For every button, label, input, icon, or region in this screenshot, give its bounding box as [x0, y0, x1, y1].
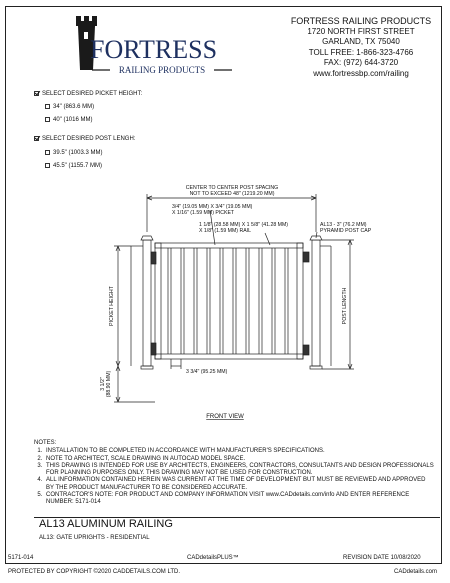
- note-item: 1. INSTALLATION TO BE COMPLETED IN ACCORDANCE WITH MANUFACTURER'S SPECIFICATIONS.: [44, 448, 434, 455]
- cadd-brand: CADdetailsPLUS™: [187, 555, 239, 561]
- drawing-subtitle: AL13: GATE UPRIGHTS - RESIDENTIAL: [39, 535, 150, 541]
- picket-option-34[interactable]: 34" (863.6 MM): [45, 103, 94, 111]
- note-item: 2. NOTE TO ARCHITECT, SCALE DRAWING IN AUTOCAD MODEL SPACE.: [44, 456, 434, 463]
- note-item: 5. CONTRACTOR'S NOTE: FOR PRODUCT AND COMPANY INFORMATION VISIT www.CADdetails.com/info AND ENTER REFERENCE NUMBER: 5171-014: [44, 492, 434, 507]
- company-fax: FAX: (972) 644-3720: [323, 58, 399, 67]
- picket-height-heading: SELECT DESIRED PICKET HEIGHT:: [34, 90, 142, 98]
- post-length-label: POST LENGTH: [342, 287, 348, 325]
- company-city: GARLAND, TX 75040: [322, 37, 400, 46]
- company-tollfree: TOLL FREE: 1-866-323-4766: [308, 47, 414, 57]
- pickets: [168, 248, 288, 354]
- picket-size-1: 3/4" (19.05 MM) X 3/4" (19.05 MM): [172, 204, 253, 210]
- note-item: 3. THIS DRAWING IS INTENDED FOR USE BY ARCHITECTS, ENGINEERS, CONTRACTORS, CONSULTANTS AND DESIGN PROFESSIONALS FOR PLANNING PURPOSES ONLY. THIS DRAWING MAY NOT BE USED FOR CONSTRUCTION.: [44, 463, 434, 478]
- post-cap-2: PYRAMID POST CAP: [320, 228, 372, 234]
- picket-height-label: PICKET HEIGHT: [109, 286, 115, 326]
- post-option-45-5[interactable]: 45.5" (1155.7 MM): [45, 162, 102, 170]
- company-name: FORTRESS RAILING PRODUCTS: [290, 16, 432, 26]
- picket-option-40[interactable]: 40" (1016 MM): [45, 116, 92, 124]
- bottom-gap-label-2: (88.90 MM): [106, 370, 112, 398]
- logo-sub: RAILING PRODUCTS: [118, 65, 206, 75]
- company-web: www.fortressbp.com/railing: [313, 68, 409, 78]
- revision-date: REVISION DATE 10/08/2020: [343, 555, 421, 561]
- rail-size-2: X 1/8" (1.59 MM) RAIL: [199, 228, 252, 234]
- notes-heading: NOTES:: [34, 440, 57, 446]
- front-view-label: FRONT VIEW: [206, 414, 244, 420]
- rail-size-1: 1 1/8" (28.58 MM) X 1 5/8" (41.28 MM): [199, 222, 289, 228]
- logo-word: FORTRESS: [90, 35, 218, 64]
- post-length-heading: SELECT DESIRED POST LENGH:: [34, 135, 135, 143]
- copyright: PROTECTED BY COPYRIGHT ©2020 CADDETAILS.COM LTD.: [8, 569, 181, 575]
- reference-number: 5171-014: [8, 555, 34, 561]
- drawing-title: AL13 ALUMINUM RAILING: [39, 518, 173, 530]
- note-item: 4. ALL INFORMATION CONTAINED HEREIN WAS CURRENT AT THE TIME OF DEVELOPMENT BUT MUST BE REVIEWED AND APPROVED BY THE PRODUCT MANUFACTURER TO BE CONSIDERED ACCURATE.: [44, 477, 434, 492]
- notes-section: [34, 440, 434, 507]
- cadd-site-link[interactable]: CADdetails.com: [394, 569, 438, 575]
- bottom-gap-label-1: 3 1/2": [100, 377, 106, 391]
- post-option-39-5[interactable]: 39.5" (1003.3 MM): [45, 149, 103, 157]
- picket-gap-label: 3 3/4" (95.25 MM): [186, 369, 228, 375]
- spacing-label-2: NOT TO EXCEED 48" (1219.20 MM): [189, 191, 275, 197]
- picket-size-2: X 1/16" (1.59 MM) PICKET: [172, 210, 235, 216]
- post-cap-1: AL13 - 3" (76.2 MM): [320, 222, 367, 228]
- company-street: 1720 NORTH FIRST STREET: [307, 26, 415, 36]
- spacing-label-1: CENTER TO CENTER POST SPACING: [185, 185, 279, 191]
